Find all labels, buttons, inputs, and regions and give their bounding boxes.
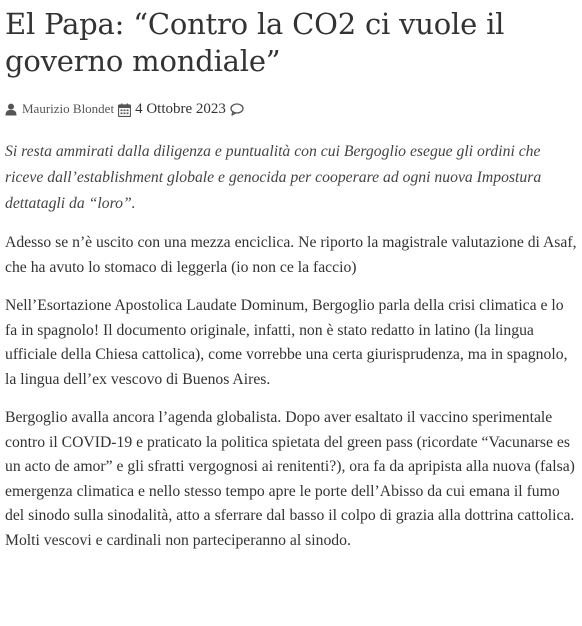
- article-intro: Si resta ammirati dalla diligenza e puntualità con cui Bergoglio esegue gli ordini che riceve dall’establishment globale e genocida per cooperare ad ogni nuova Impostura dettatagli da “loro”.: [5, 143, 542, 212]
- user-icon: [5, 103, 17, 116]
- article: [5, 6, 577, 553]
- article-meta: [5, 100, 577, 118]
- calendar-icon: [118, 103, 130, 116]
- article-paragraph: Bergoglio avalla ancora l’agenda globalista. Dopo aver esaltato il vaccino sperimentale contro il COVID-19 e praticato la politica spietata del green pass (ricordate “Vacunarse es un acto de amor” e gli sfratti vergognosi ai renitenti?), ora fa da apripista alla nuova (falsa) emergenza climatica e nello stesso tempo apre le porte dell’Abisso da cui emana il fumo del sinodo sulla sinodalità, atto a sferrare dal basso il colpo di grazia alla dottrina cattolica. Molti vescovi e cardinali non parteciperanno al sinodo.: [5, 409, 575, 549]
- article-paragraph: Adesso se n’è uscito con una mezza enciclica. Ne riporto la magistrale valutazione di Asaf, che ha avuto lo stomaco di leggerla (io non ce la faccio): [5, 234, 577, 276]
- comment-icon[interactable]: [230, 103, 244, 116]
- author-link[interactable]: Maurizio Blondet: [22, 101, 115, 116]
- article-title: El Papa: “Contro la CO2 ci vuole il governo mondiale”: [5, 7, 505, 78]
- article-paragraph: Nell’Esortazione Apostolica Laudate Dominum, Bergoglio parla della crisi climatica e lo fa in spagnolo! Il documento originale, infatti, non è stato redatto in latino (la lingua ufficiale della Chiesa cattolica), come vorrebbe una certa giurisprudenza, ma in spagnolo, la lingua dell’ex vescovo di Buenos Aires.: [5, 297, 568, 388]
- publish-date: 4 Ottobre 2023: [135, 100, 226, 117]
